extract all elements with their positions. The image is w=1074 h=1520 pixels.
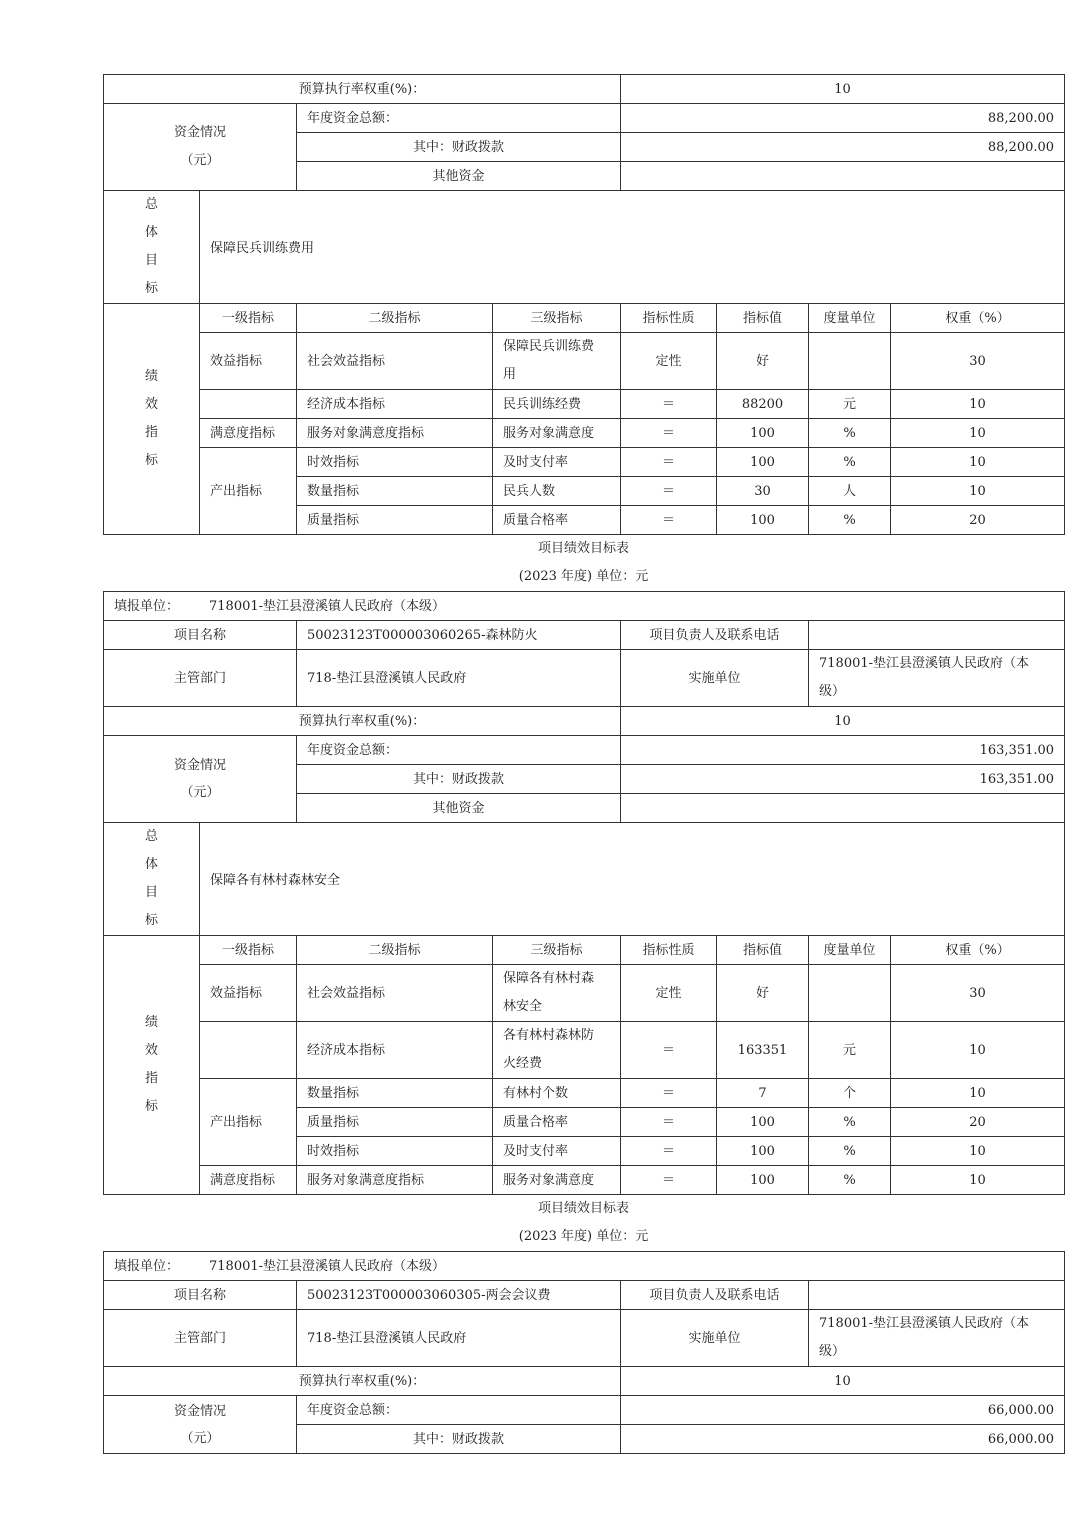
annual-total-value: 163,351.00 [621, 736, 1065, 765]
header-value: 指标值 [717, 936, 809, 965]
table-subtitle: (2023 年度) 单位：元 [518, 569, 649, 584]
table-row: 产出指标 数量指标 有林村个数 ＝ 7 个 10 [104, 1079, 1065, 1108]
fiscal-label: 其中：财政拨款 [297, 1425, 621, 1454]
other-funds-value [621, 794, 1065, 823]
annual-total-value: 66,000.00 [621, 1396, 1065, 1425]
table-row: 质量指标 质量合格率 ＝ 100 % 20 [104, 506, 1065, 535]
project-name-value: 50023123T000003060265-森林防火 [297, 621, 621, 650]
header-value: 指标值 [717, 304, 809, 333]
document-page [103, 74, 1064, 1454]
header-level2: 二级指标 [297, 304, 493, 333]
funds-label: 资金情况 （元） [104, 736, 297, 823]
fill-unit: 填报单位： 718001-垫江县澄溪镇人民政府（本级） [104, 592, 1065, 621]
other-funds-label: 其他资金 [297, 794, 621, 823]
header-level2: 二级指标 [297, 936, 493, 965]
table-row: 质量指标 质量合格率 ＝ 100 % 20 [104, 1108, 1065, 1137]
fiscal-label: 其中：财政拨款 [297, 765, 621, 794]
dept-label: 主管部门 [104, 1310, 297, 1367]
project-name-label: 项目名称 [104, 1281, 297, 1310]
fill-unit: 填报单位： 718001-垫江县澄溪镇人民政府（本级） [104, 1252, 1065, 1281]
fiscal-value: 88,200.00 [621, 133, 1065, 162]
table-row: 效益指标 社会效益指标 保障各有林村森 林安全 定性 好 30 [104, 965, 1065, 1022]
table-row: 时效指标 及时支付率 ＝ 100 % 10 [104, 1137, 1065, 1166]
other-funds-value [621, 162, 1065, 191]
project-name-value: 50023123T000003060305-两会会议费 [297, 1281, 621, 1310]
annual-total-label: 年度资金总额： [297, 736, 621, 765]
fiscal-label: 其中：财政拨款 [297, 133, 621, 162]
budget-weight-value: 10 [621, 1367, 1065, 1396]
overall-goal-text: 保障民兵训练费用 [200, 191, 1065, 304]
table-row: 满意度指标 服务对象满意度指标 服务对象满意度 ＝ 100 % 10 [104, 419, 1065, 448]
header-nature: 指标性质 [621, 304, 717, 333]
header-level3: 三级指标 [493, 304, 621, 333]
contact-value [809, 1281, 1065, 1310]
budget-weight-label: 预算执行率权重(%)： [104, 75, 621, 104]
annual-total-label: 年度资金总额： [297, 1396, 621, 1425]
dept-value: 718-垫江县澄溪镇人民政府 [297, 650, 621, 707]
table-row: 数量指标 民兵人数 ＝ 30 人 10 [104, 477, 1065, 506]
performance-indicator-label: 绩 效 指 标 [104, 936, 200, 1195]
impl-unit-value: 718001-垫江县澄溪镇人民政府（本 级） [809, 1310, 1065, 1367]
budget-weight-label: 预算执行率权重(%)： [104, 707, 621, 736]
table-row: 满意度指标 服务对象满意度指标 服务对象满意度 ＝ 100 % 10 [104, 1166, 1065, 1195]
performance-table-1 [103, 74, 1065, 535]
header-weight: 权重（%） [891, 936, 1065, 965]
header-unit: 度量单位 [809, 936, 891, 965]
impl-unit-label: 实施单位 [621, 650, 809, 707]
table-title: 项目绩效目标表 [537, 541, 629, 556]
performance-table-2 [103, 591, 1065, 1195]
budget-weight-value: 10 [621, 75, 1065, 104]
table-subtitle: (2023 年度) 单位：元 [518, 1229, 649, 1244]
performance-table-3 [103, 1251, 1065, 1454]
contact-label: 项目负责人及联系电话 [621, 1281, 809, 1310]
project-name-label: 项目名称 [104, 621, 297, 650]
table-row: 产出指标 时效指标 及时支付率 ＝ 100 % 10 [104, 448, 1065, 477]
contact-value [809, 621, 1065, 650]
table-row: 经济成本指标 民兵训练经费 ＝ 88200 元 10 [104, 390, 1065, 419]
budget-weight-label: 预算执行率权重(%)： [104, 1367, 621, 1396]
dept-value: 718-垫江县澄溪镇人民政府 [297, 1310, 621, 1367]
header-level1: 一级指标 [200, 304, 297, 333]
header-level3: 三级指标 [493, 936, 621, 965]
performance-indicator-label: 绩 效 指 标 [104, 304, 200, 535]
contact-label: 项目负责人及联系电话 [621, 621, 809, 650]
budget-weight-value: 10 [621, 707, 1065, 736]
fiscal-value: 163,351.00 [621, 765, 1065, 794]
dept-label: 主管部门 [104, 650, 297, 707]
table-row: 效益指标 社会效益指标 保障民兵训练费 用 定性 好 30 [104, 333, 1065, 390]
header-nature: 指标性质 [621, 936, 717, 965]
table-title: 项目绩效目标表 [537, 1201, 629, 1216]
other-funds-label: 其他资金 [297, 162, 621, 191]
overall-goal-text: 保障各有林村森林安全 [200, 823, 1065, 936]
impl-unit-label: 实施单位 [621, 1310, 809, 1367]
table-row: 经济成本指标 各有林村森林防 火经费 ＝ 163351 元 10 [104, 1022, 1065, 1079]
impl-unit-value: 718001-垫江县澄溪镇人民政府（本 级） [809, 650, 1065, 707]
header-weight: 权重（%） [891, 304, 1065, 333]
funds-label: 资金情况 （元） [104, 104, 297, 191]
header-level1: 一级指标 [200, 936, 297, 965]
funds-label: 资金情况 （元） [104, 1396, 297, 1454]
annual-total-value: 88,200.00 [621, 104, 1065, 133]
annual-total-label: 年度资金总额： [297, 104, 621, 133]
overall-goal-label: 总 体 目 标 [104, 823, 200, 936]
fiscal-value: 66,000.00 [621, 1425, 1065, 1454]
header-unit: 度量单位 [809, 304, 891, 333]
overall-goal-label: 总 体 目 标 [104, 191, 200, 304]
